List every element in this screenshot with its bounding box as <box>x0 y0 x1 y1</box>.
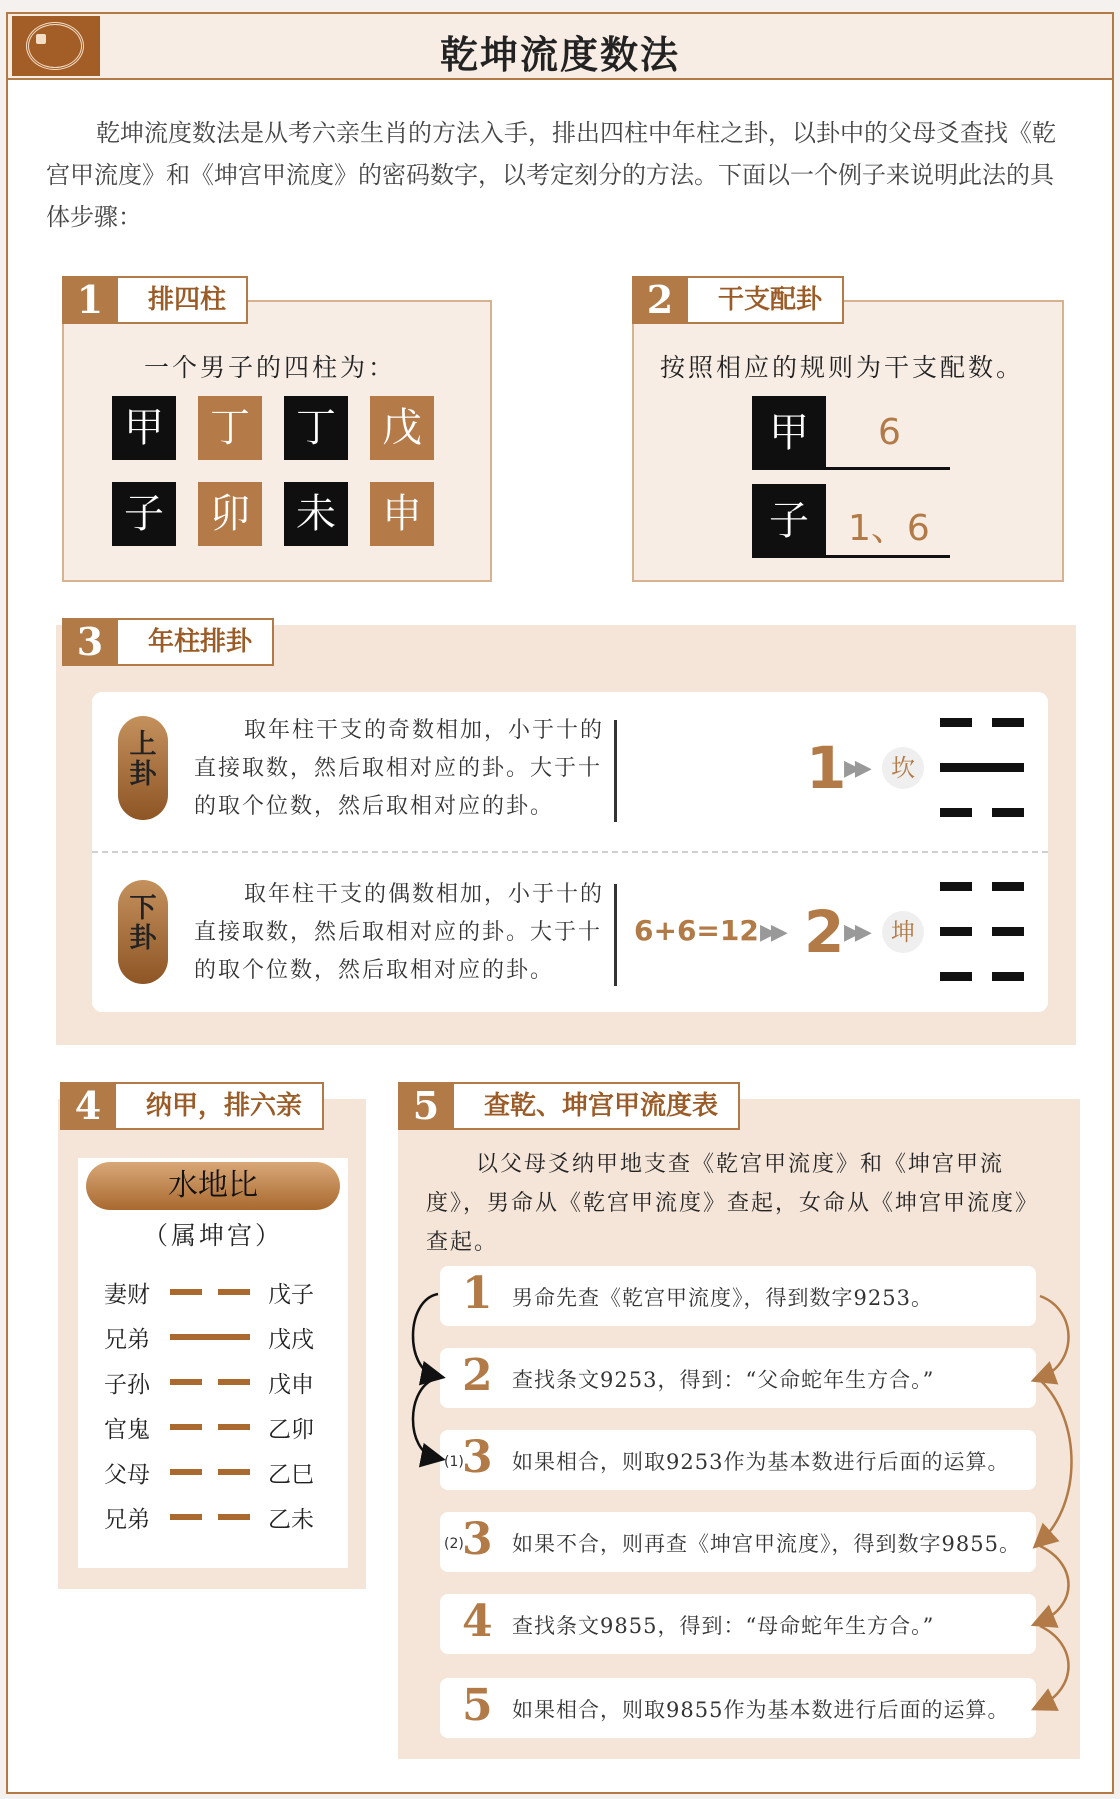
step-number: 2 <box>462 1350 493 1401</box>
section-number: 4 <box>60 1082 116 1130</box>
intro-paragraph: 乾坤流度数法是从考六亲生肖的方法入手，排出四柱中年柱之卦，以卦中的父母爻查找《乾宫甲流度》和《坤宫甲流度》的密码数字，以考定刻分的方法。下面以一个例子来说明此法的具体步骤： <box>46 119 1056 231</box>
section-number: 1 <box>62 276 118 324</box>
liuqin-relative: 兄弟 <box>104 1507 150 1533</box>
section-number: 2 <box>632 276 688 324</box>
ganzhi-cell: 甲 <box>752 396 826 470</box>
page-title: 乾坤流度数法 <box>439 33 680 77</box>
branch-cell: 卯 <box>198 482 262 546</box>
lower-result-number: 2 <box>804 898 845 966</box>
flow-arrow <box>413 1294 438 1376</box>
section-number: 3 <box>62 618 118 666</box>
section-label: 查乾、坤宫甲流度表 <box>454 1082 740 1130</box>
upper-result-number: 1 <box>806 734 847 802</box>
stem-cell: 丁 <box>198 396 262 460</box>
flow-arrow <box>1040 1296 1069 1378</box>
liuqin-relative: 官鬼 <box>104 1417 150 1443</box>
step-number: 1 <box>462 1268 493 1319</box>
liuqin-relative: 兄弟 <box>104 1327 150 1353</box>
step-prefix: (2) <box>444 1536 464 1552</box>
stem-cell: 戊 <box>370 396 434 460</box>
upper-trigram-tag: 上卦 <box>118 716 168 820</box>
ganzhi-number: 1、6 <box>848 508 930 549</box>
flow-arrow <box>1040 1546 1069 1622</box>
step-text: 如果不合，则再查《坤宫甲流度》，得到数字9855。 <box>512 1532 1021 1556</box>
step-prefix: (1) <box>444 1454 464 1470</box>
liuqin-najia: 乙巳 <box>268 1462 314 1488</box>
lower-trigram-tag: 下卦 <box>118 880 168 984</box>
hexagram-title: 水地比 <box>86 1162 340 1210</box>
arrow-icon: ▶▶ <box>760 920 782 945</box>
liuqin-relative: 子孙 <box>104 1372 150 1398</box>
section-label: 干支配卦 <box>688 276 844 324</box>
section-number: 5 <box>398 1082 454 1130</box>
hexagram-subtitle: （属坤宫） <box>142 1221 283 1250</box>
liuqin-najia: 乙卯 <box>268 1417 314 1443</box>
section-label: 排四柱 <box>118 276 248 324</box>
step-text: 如果相合，则取9855作为基本数进行后面的运算。 <box>512 1698 1010 1722</box>
step-text: 查找条文9855，得到：“母命蛇年生方合。” <box>512 1614 935 1638</box>
section-5-text: 以父母爻纳甲地支查《乾宫甲流度》和《坤宫甲流度》，男命从《乾宫甲流度》查起，女命从《坤宫甲流度》查起。 <box>426 1152 1029 1255</box>
branch-cell: 申 <box>370 482 434 546</box>
step-text: 男命先查《乾宫甲流度》，得到数字9253。 <box>512 1286 933 1310</box>
upper-rule-text: 取年柱干支的奇数相加，小于十的直接取数，然后取相对应的卦。大于十的取个位数，然后取相对应的卦。 <box>194 718 605 819</box>
lower-gua-badge: 坤 <box>882 911 924 953</box>
upper-gua-badge: 坎 <box>882 747 924 789</box>
step-text: 如果相合，则取9253作为基本数进行后面的运算。 <box>512 1450 1010 1474</box>
liuqin-najia: 戊戌 <box>268 1327 314 1353</box>
liuqin-najia: 乙未 <box>268 1507 314 1533</box>
flow-arrow <box>1040 1626 1069 1706</box>
flow-arrow <box>413 1378 438 1458</box>
section-2-caption: 按照相应的规则为干支配数。 <box>660 353 1025 382</box>
arrow-icon: ▶▶ <box>844 920 866 945</box>
step-text: 查找条文9253，得到：“父命蛇年生方合。” <box>512 1368 935 1392</box>
branch-cell: 未 <box>284 482 348 546</box>
section-label: 年柱排卦 <box>118 618 274 666</box>
section-label: 纳甲，排六亲 <box>116 1082 324 1130</box>
liuqin-relative: 父母 <box>104 1462 150 1488</box>
ganzhi-cell: 子 <box>752 484 826 558</box>
liuqin-najia: 戊子 <box>268 1282 314 1308</box>
step-number: 3 <box>462 1432 493 1483</box>
flow-arrow <box>1040 1380 1072 1542</box>
stem-cell: 丁 <box>284 396 348 460</box>
lower-equation: 6+6=12 <box>634 914 759 947</box>
ganzhi-number: 6 <box>878 412 901 453</box>
liuqin-relative: 妻财 <box>104 1282 150 1308</box>
step-number: 5 <box>462 1680 493 1731</box>
liuqin-najia: 戊申 <box>268 1372 314 1398</box>
step-number: 3 <box>462 1514 493 1565</box>
step-number: 4 <box>462 1596 493 1647</box>
section-1-caption: 一个男子的四柱为： <box>144 353 397 382</box>
branch-cell: 子 <box>112 482 176 546</box>
stem-cell: 甲 <box>112 396 176 460</box>
lower-rule-text: 取年柱干支的偶数相加，小于十的直接取数，然后取相对应的卦。大于十的取个位数，然后取相对应的卦。 <box>194 882 605 983</box>
arrow-icon: ▶▶ <box>844 756 866 781</box>
